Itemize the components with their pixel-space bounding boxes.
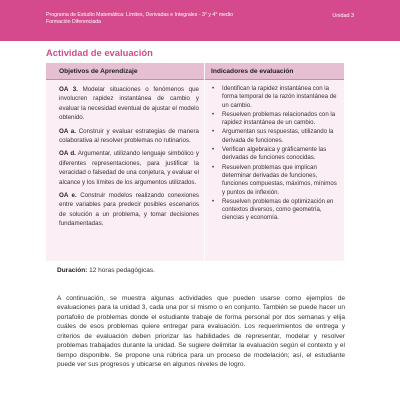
objective-item <box>59 149 199 187</box>
program-title <box>46 12 336 27</box>
objective-item <box>59 191 199 229</box>
objective-code: OA 3. <box>59 86 78 93</box>
objective-text: Construir y evaluar estrategias de manera colaborativa al resolver problemas no rutinarios. <box>59 127 199 145</box>
indicator-item: • Identifican la rapidez instantánea con la forma temporal de la razón instantánea de un cambio. <box>212 85 340 110</box>
evaluation-table <box>46 63 344 261</box>
objectives-column-header: Objetivos de Aprendizaje <box>59 68 138 75</box>
objective-text: Modelar situaciones o fenómenos que involucren rapidez instantánea de cambio y evaluar la necesidad eventual de ajustar el modelo obtenido. <box>59 86 199 122</box>
program-title-line2: Formación Diferenciada <box>46 19 102 26</box>
objectives-list <box>59 85 199 233</box>
objective-text: Construir modelos realizando conexiones entre variables para predecir posibles escenarios de solución a un problema, y tomar decisiones fundamentadas. <box>59 192 199 228</box>
objective-code: OA e. <box>59 192 77 200</box>
indicator-item: • Resuelven problemas de optimización en contextos diversos, como geometría, ciencias y economía. <box>212 198 340 223</box>
body-paragraph: A continuación, se muestra algunas actividades que pueden usarse como ejemplos de evaluaciones para la unidad 3, cada una por sí mismo o en conjunto. También se puede hacer un portafolio de problemas donde el estudiante trabaje de forma personal por dos semanas y elija cuáles de esos problemas quiere entregar para evaluación. Los requerimientos de entrega y criterios de evaluación deben priorizar las habilidades de representar, modelar y resolver problemas trabajados durante la unidad. Se sugiere delimitar la evaluación según el contexto y el tiempo disponible. Se propone una rúbrica para un proceso de modelación; así, el estudiante puede ver sus progresos y ubicarse en algunos niveles de logro. <box>57 295 345 369</box>
section-title: Actividad de evaluación <box>46 47 153 58</box>
indicator-item: • Verifican algebraica y gráficamente las derivadas de funciones conocidas. <box>212 146 340 163</box>
objective-code: OA d. <box>59 150 76 158</box>
indicator-item: • Resuelven problemas relacionados con la rapidez instantánea de un cambio. <box>212 111 340 128</box>
duration-value: 12 horas pedagógicas. <box>87 267 155 274</box>
table-header-row <box>46 63 344 80</box>
objective-text: Argumentar, utilizando lenguaje simbólico y diferentes representaciones, para justificar la veracidad o falsedad de una conjetura, y evaluar el alcance y los límites de los argumentos utilizados. <box>59 150 199 186</box>
objective-item <box>59 127 199 146</box>
header-band <box>0 0 400 41</box>
duration <box>57 267 155 274</box>
objective-item <box>59 85 199 123</box>
column-divider <box>204 63 205 261</box>
indicators-list <box>212 85 340 224</box>
duration-label: Duración: <box>57 267 88 274</box>
indicator-item: • Resuelven problemas que implican determinar derivadas de funciones, funciones compuestas, máximos, mínimos y puntos de inflexión. <box>212 164 340 197</box>
objective-code: OA a. <box>59 127 76 135</box>
indicators-column-header: Indicadores de evaluación <box>211 68 294 75</box>
program-title-line1: Programa de Estudio Matemática: Límites, Derivadas e Integrales - 3° y 4° medio <box>46 12 233 18</box>
indicator-item: • Argumentan sus respuestas, utilizando la derivada de funciones. <box>212 128 340 145</box>
unit-label: Unidad 3 <box>332 13 354 19</box>
